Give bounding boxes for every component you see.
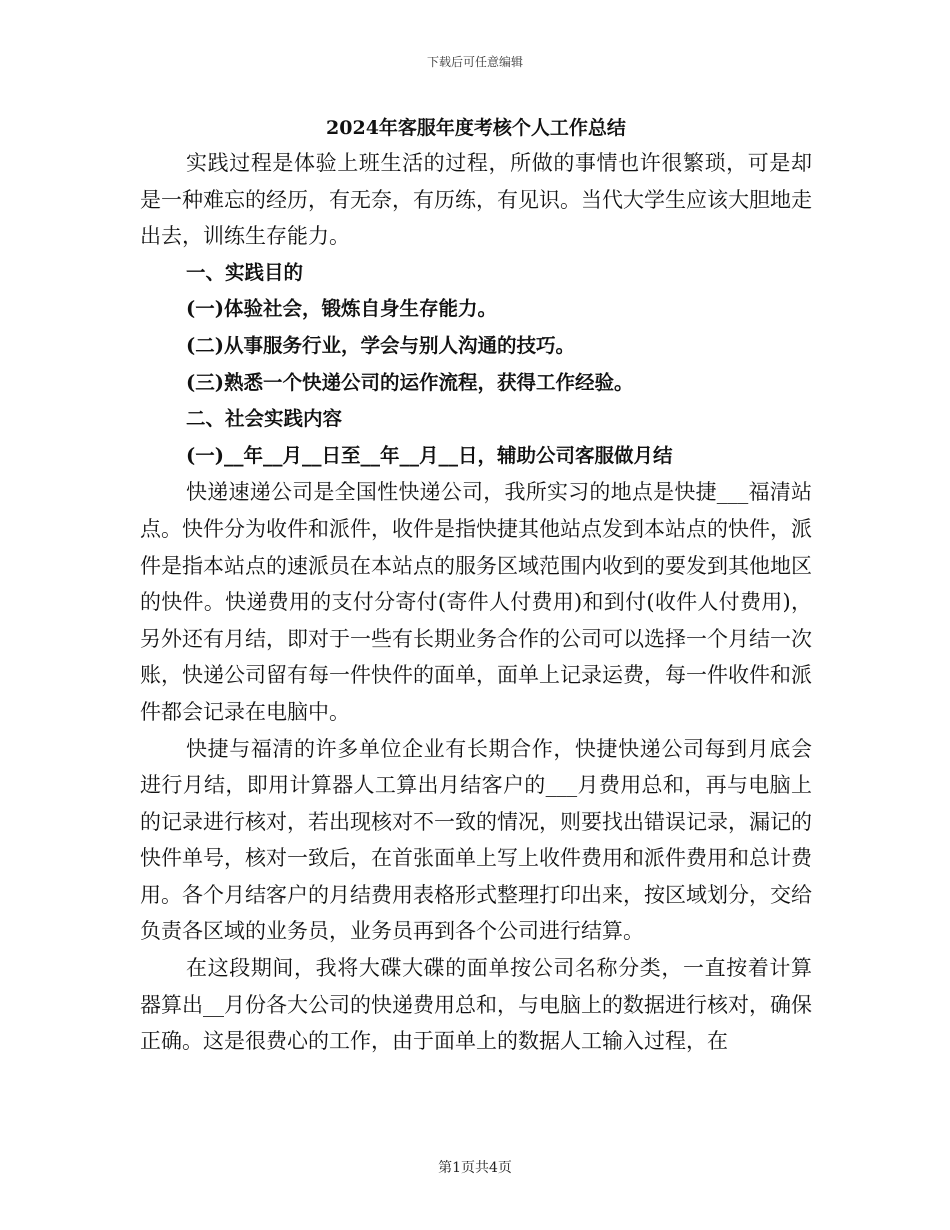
intro-paragraph: 实践过程是体验上班生活的过程，所做的事情也许很繁琐，可是却是一种难忘的经历，有无奈，有历练，有见识。当代大学生应该大胆地走出去，训练生存能力。 (140, 151, 812, 249)
body-paragraph: 在这段期间，我将大碟大碟的面单按公司名称分类，一直按着计算器算出__月份各大公司的快递费用总和，与电脑上的数据进行核对，确保正确。这是很费心的工作，由于面单上的数据人工输入过程，在 (140, 956, 812, 1054)
section-heading: 一、实践目的 (186, 260, 304, 284)
list-item: (二)从事服务行业，学会与别人沟通的技巧。 (186, 333, 575, 357)
body-paragraph: 快递速递公司是全国性快递公司，我所实习的地点是快捷___福清站点。快件分为收件和派件，收件是指快捷其他站点发到本站点的快件，派件是指本站点的速派员在本站点的服务区域范围内收到的要发到其他地区的快件。快递费用的支付分寄付(寄件人付费用)和到付(收件人付费用)，另外还有月结，即对于一些有长期业务合作的公司可以选择一个月结一次账，快递公司留有每一件快件的面单，面单上记录运费，每一件收件和派件都会记录在电脑中。 (140, 480, 812, 724)
list-item: (一)体验社会，锻炼自身生存能力。 (186, 297, 497, 321)
header-note: 下载后可任意编辑 (426, 55, 523, 69)
page-number: 第1页共4页 (438, 1160, 512, 1176)
document-title: 2024年客服年度考核个人工作总结 (326, 117, 626, 139)
body-paragraph: 快捷与福清的许多单位企业有长期合作，快捷快递公司每到月底会进行月结，即用计算器人工算出月结客户的___月费用总和，再与电脑上的记录进行核对，若出现核对不一致的情况，则要找出错误记录，漏记的快件单号，核对一致后，在首张面单上写上收件费用和派件费用和总计费用。各个月结客户的月结费用表格形式整理打印出来，按区域划分，交给负责各区域的业务员，业务员再到各个公司进行结算。 (140, 736, 812, 944)
list-item: (三)熟悉一个快递公司的运作流程，获得工作经验。 (186, 370, 634, 394)
sub-heading: (一)__年__月__日至__年__月__日，辅助公司客服做月结 (186, 443, 673, 467)
document-body (140, 112, 812, 1060)
section-heading: 二、社会实践内容 (186, 407, 343, 431)
